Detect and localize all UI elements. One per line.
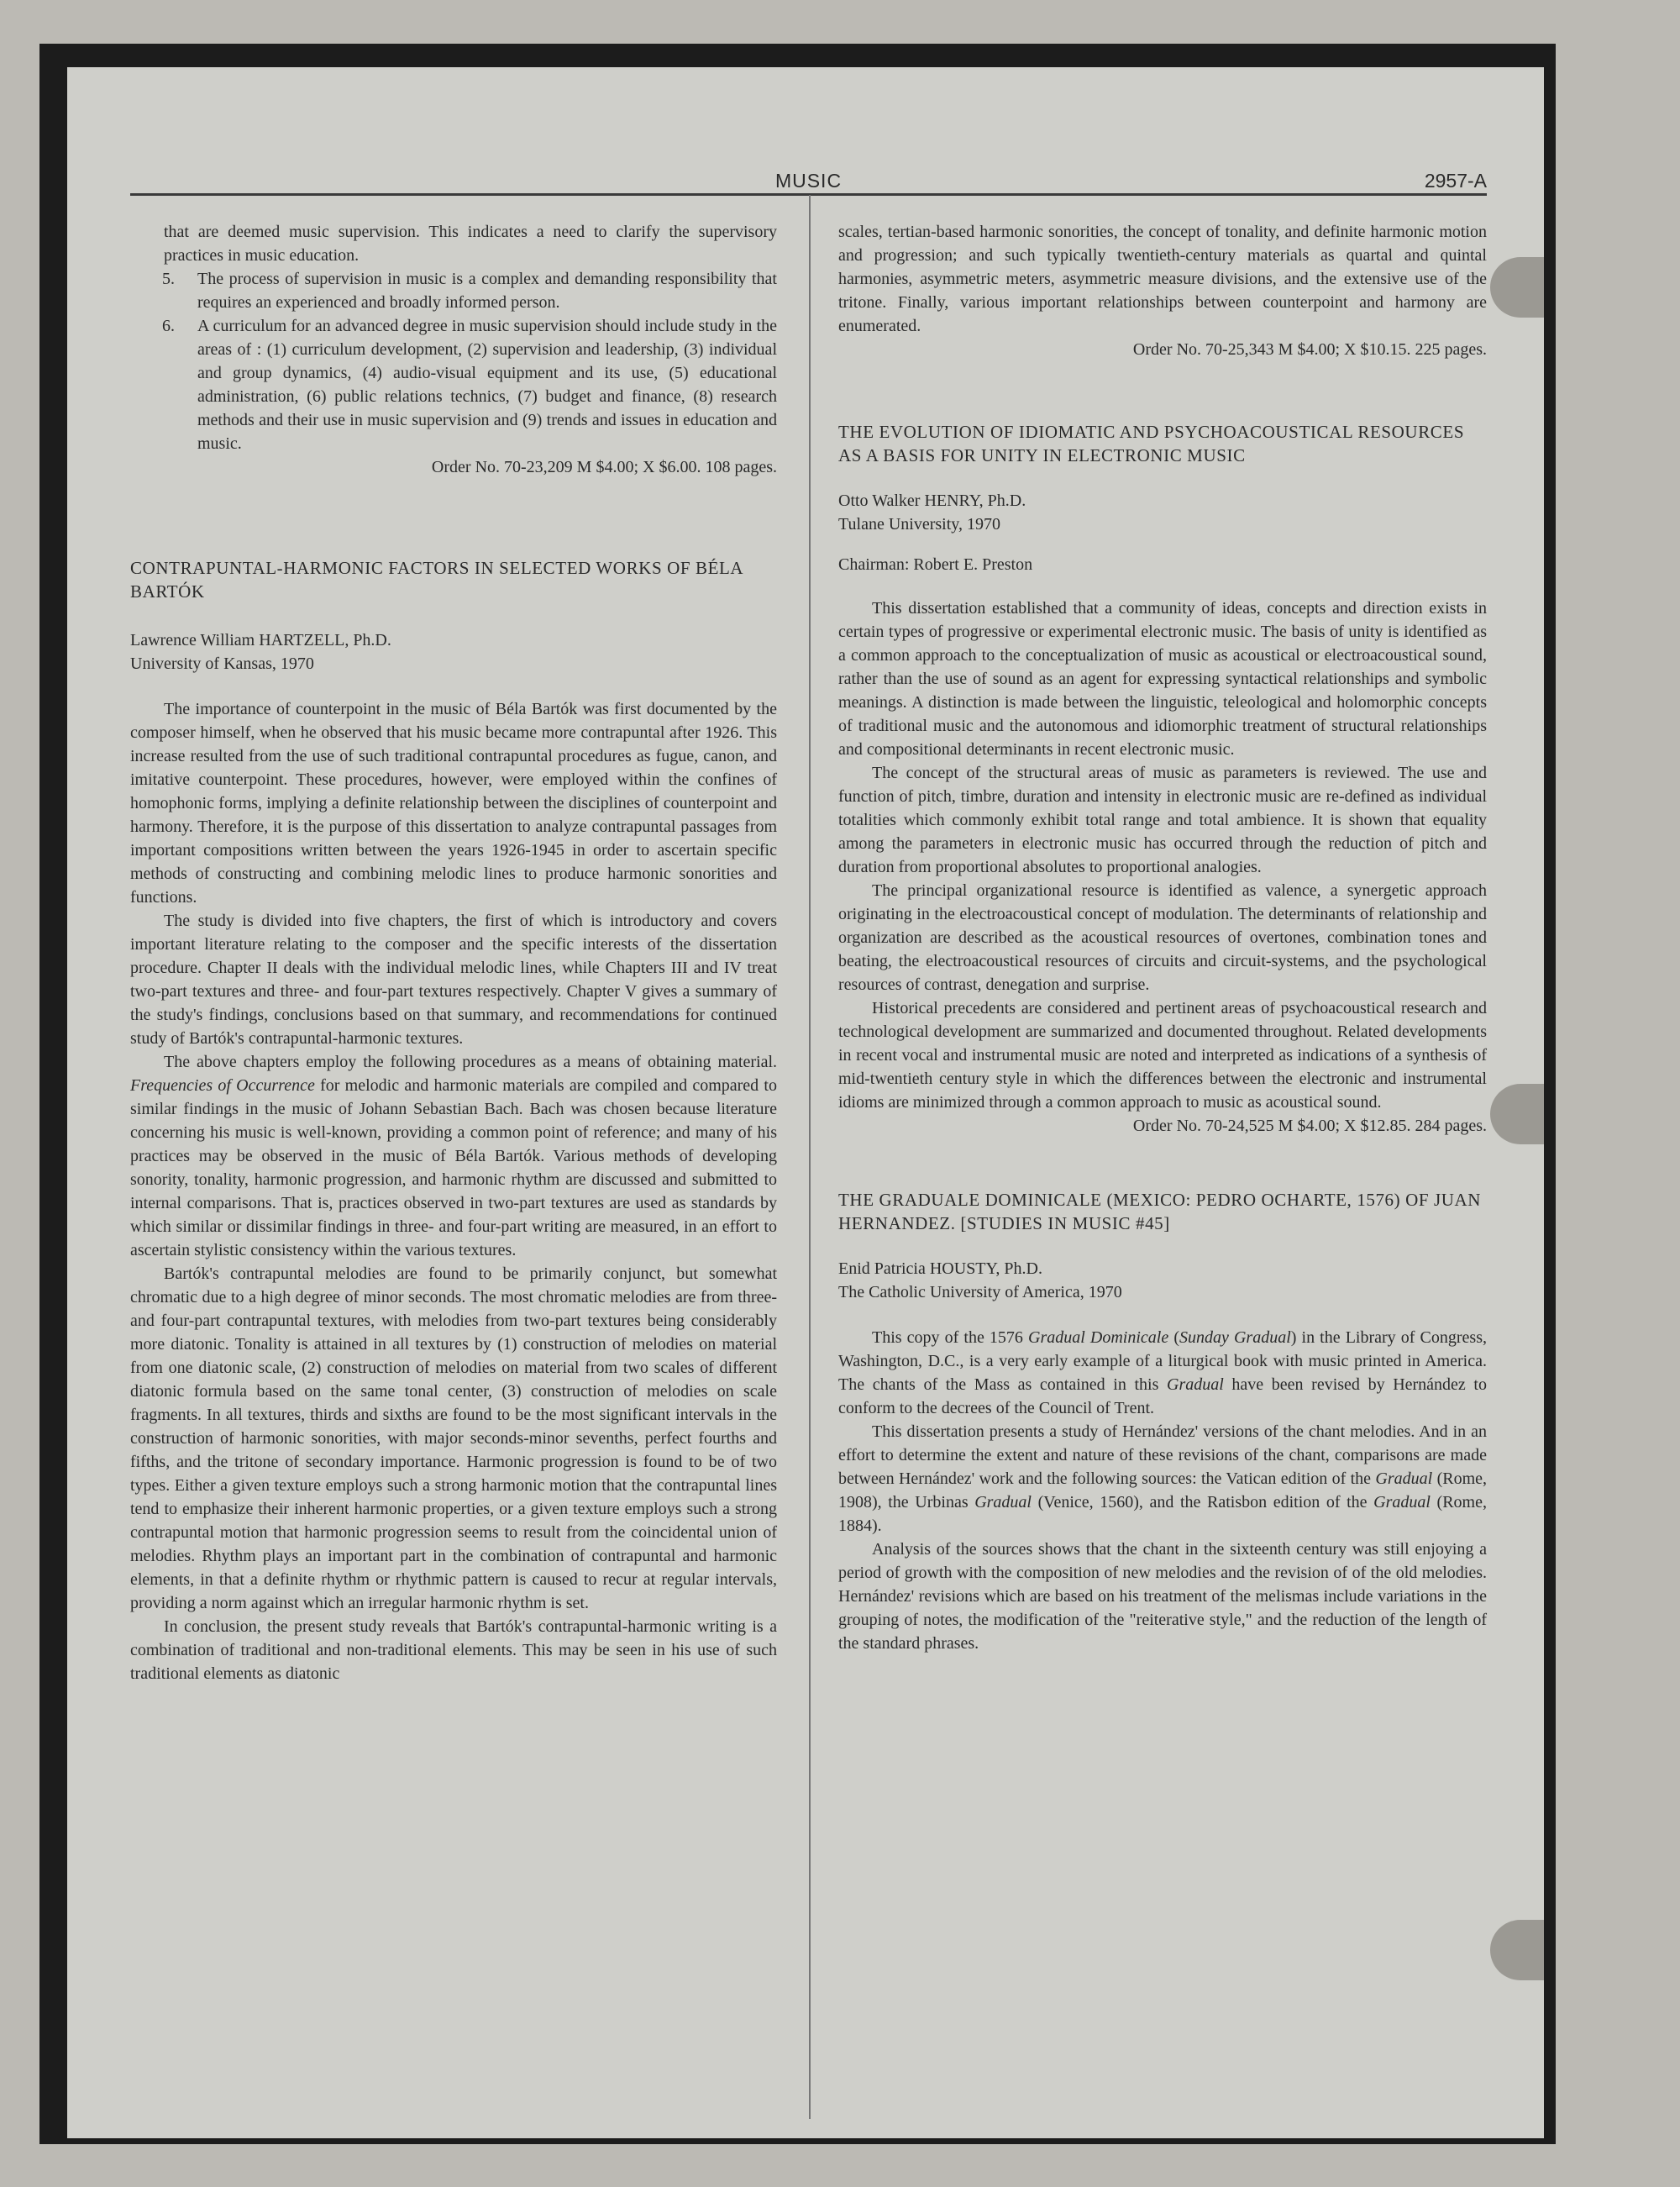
paragraph: The principal organizational resource is identified as valence, a synergetic approach originating in the electroacoustical concept of modulation. The determinants of relationship and organization are described as the acoustical resources of overtones, combination tones and beating, the electroacoustical resources of circuits and circuit-systems, and the psychological resources of contrast, denegation and surprise.	[838, 881, 1487, 994]
paragraph: The importance of counterpoint in the music of Béla Bartók was first documented by the composer himself, when he observed that his music became more contrapuntal after 1926. This increase resulted from the use of such traditional contrapuntal procedures as fugue, canon, and imitative counterpoint. These procedures, however, were employed within the confines of homophonic forms, implying a definite relationship between the disciplines of counterpoint and harmony. Therefore, it is the purpose of this dissertation to analyze contrapuntal passages from important compositions written between the years 1926-1945 in order to ascertain specific methods of constructing and combining melodic lines to produce harmonic sonorities and functions.	[130, 700, 777, 907]
page-number: 2957-A	[1424, 170, 1487, 192]
paragraph: The concept of the structural areas of music as parameters is reviewed. The use and function of pitch, timbre, duration and intensity in electronic music are re-defined as individual totalities which commonly exhibit total range and total ambience. It is shown that equality among the parameters in electronic music has occurred through the reduction of pitch and duration from proportional absolutes to proportional analogies.	[838, 764, 1487, 876]
paragraph: This copy of the 1576 Gradual Dominicale (Sunday Gradual) in the Library of Congress, Washington, D.C., is a very early example of a liturgical book with music printed in America. The chants of the Mass as contained in this Gradual have been revised by Hernández to conform to the decrees of the Council of Trent.	[838, 1328, 1487, 1417]
binder-hole	[1490, 1084, 1544, 1144]
numbered-list	[130, 267, 777, 455]
carryover-text: scales, tertian-based harmonic sonorities, the concept of tonality, and definite harmonic motion and progression; and such typically twentieth-century materials as quartal and quintal harmonies, asymmetric meters, asymmetric measure divisions, and the extensive use of the tritone. Finally, various important relationships between counterpoint and harmony are enumerated.	[838, 223, 1487, 335]
carryover-text: that are deemed music supervision. This indicates a need to clarify the supervisory practices in music education.	[164, 223, 777, 265]
paragraph: Historical precedents are considered and pertinent areas of psychoacoustical research and technological development are summarized and documented throughout. Related developments in recent vocal and instrumental music are noted and interpreted as indications of a synthesis of mid-twentieth century style in which the differences between the electronic and instrumental idioms are minimized through a common approach to music as acoustical sound.	[838, 999, 1487, 1112]
binder-hole	[1490, 257, 1544, 318]
order-info: Order No. 70-25,343 M $4.00; X $10.15. 225 pages.	[1132, 340, 1487, 359]
order-info: Order No. 70-23,209 M $4.00; X $6.00. 108 pages.	[431, 458, 777, 476]
left-column	[130, 220, 777, 1685]
article-author: Otto Walker HENRY, Ph.D.	[838, 492, 1026, 510]
article-author: Lawrence William HARTZELL, Ph.D.	[130, 631, 391, 649]
article-institution: The Catholic University of America, 1970	[838, 1283, 1122, 1301]
paragraph: In conclusion, the present study reveals that Bartók's contrapuntal-harmonic writing is a combination of traditional and non-traditional elements. This may be seen in his use of such traditional elements as diatonic	[130, 1617, 777, 1683]
right-column	[838, 220, 1487, 1655]
list-item: 5. The process of supervision in music is a complex and demanding responsibility that requires an experienced and broadly informed person.	[162, 270, 777, 312]
article-title: CONTRAPUNTAL-HARMONIC FACTORS IN SELECTED WORKS OF BÉLA BARTÓK	[130, 558, 743, 602]
paragraph: Analysis of the sources shows that the chant in the sixteenth century was still enjoying a period of growth with the composition of new melodies and the revision of of the old melodies. Hernández' revisions which are based on his treatment of the melismas include variations in the grouping of notes, the modification of the "reiterative style," and the reduction of the length of the standard phrases.	[838, 1540, 1487, 1653]
paragraph: Bartók's contrapuntal melodies are found to be primarily conjunct, but somewhat chromatic due to a high degree of minor seconds. The most chromatic melodies are from three- and four-part contrapuntal textures, with melodies from two-part textures being considerably more diatonic. Tonality is attained in all textures by (1) construction of melodies on material from one diatonic scale, (2) construction of melodies on material from two scales of different diatonic formula based on the same tonal center, (3) construction of melodies on scale fragments. In all textures, thirds and sixths are found to be the most significant intervals in the construction of harmonic sonorities, with major seconds-minor sevenths, perfect fourths and fifths, and the tritone of secondary importance. Harmonic progression is found to be of two types. Either a given texture employs such a strong harmonic motion that the contrapuntal lines tend to emphasize their inherent harmonic properties, or a given texture employs such a strong contrapuntal motion that harmonic progression seems to result from the coincidental union of melodies. Rhythm plays an important part in the combination of contrapuntal and harmonic elements, in that a definite rhythm or rhythmic pattern is caused to recur at regular intervals, providing a norm against which an irregular harmonic rhythm is set.	[130, 1264, 777, 1612]
article-institution: University of Kansas, 1970	[130, 655, 314, 673]
column-divider	[809, 195, 811, 2119]
paragraph: The study is divided into five chapters, the first of which is introductory and covers important literature relating to the composer and the specific interests of the dissertation procedure. Chapter II deals with the individual melodic lines, while Chapters III and IV treat two-part textures and three- and four-part textures respectively. Chapter V gives a summary of the study's findings, conclusions based on that summary, and recommendations for continued study of Bartók's contrapuntal-harmonic textures.	[130, 912, 777, 1048]
list-item: 6. A curriculum for an advanced degree in music supervision should include study in the areas of : (1) curriculum development, (2) supervision and leadership, (3) individual and group dynamics, (4) audio-visual equipment and its use, (5) educational administration, (6) public relations technics, (7) budget and finance, (8) research methods and their use in music supervision and (9) trends and issues in education and music.	[162, 317, 777, 453]
article-title: THE GRADUALE DOMINICALE (MEXICO: PEDRO OCHARTE, 1576) OF JUAN HERNANDEZ. [STUDIES IN MUSIC #45]	[838, 1190, 1482, 1233]
paragraph: This dissertation presents a study of Hernández' versions of the chant melodies. And in an effort to determine the extent and nature of these revisions of the chant, comparisons are made between Hernández' work and the following sources: the Vatican edition of the Gradual (Rome, 1908), the Urbinas Gradual (Venice, 1560), and the Ratisbon edition of the Gradual (Rome, 1884).	[838, 1422, 1487, 1535]
order-info: Order No. 70-24,525 M $4.00; X $12.85. 284 pages.	[1132, 1117, 1487, 1135]
running-header	[130, 170, 1487, 196]
article-chairman: Chairman: Robert E. Preston	[838, 555, 1033, 574]
paragraph: The above chapters employ the following procedures as a means of obtaining material. Frequencies of Occurrence for melodic and harmonic materials are compiled and compared to similar findings in the music of Johann Sebastian Bach. Bach was chosen because literature concerning his music is well-known, providing a common point of reference; and many of his practices may be observed in the music of Béla Bartók. Various methods of developing sonority, tonality, harmonic progression, and harmonic rhythm are discussed and submitted to internal comparisons. That is, practices observed in two-part textures are used as standards by which similar or dissimilar findings in three- and four-part writing are measured, in an effort to ascertain stylistic consistency within the various textures.	[130, 1053, 777, 1259]
article-title: THE EVOLUTION OF IDIOMATIC AND PSYCHOACOUSTICAL RESOURCES AS A BASIS FOR UNITY IN ELECTRONIC MUSIC	[838, 422, 1465, 465]
binder-hole	[1490, 1920, 1544, 1980]
section-title: MUSIC	[774, 170, 843, 192]
article-author: Enid Patricia HOUSTY, Ph.D.	[838, 1259, 1042, 1278]
article-institution: Tulane University, 1970	[838, 515, 1000, 534]
paragraph: This dissertation established that a community of ideas, concepts and direction exists in certain types of progressive or experimental electronic music. The basis of unity is identified as a common approach to the conceptualization of music as acoustical or electroacoustical sound, rather than the use of sound as an agent for expressing syntactical relationships and symbolic meanings. A distinction is made between the linguistic, teleological and holomorphic concepts of traditional music and the autonomous and idiomorphic treatment of structural relationships and compositional determinants in recent electronic music.	[838, 599, 1487, 759]
